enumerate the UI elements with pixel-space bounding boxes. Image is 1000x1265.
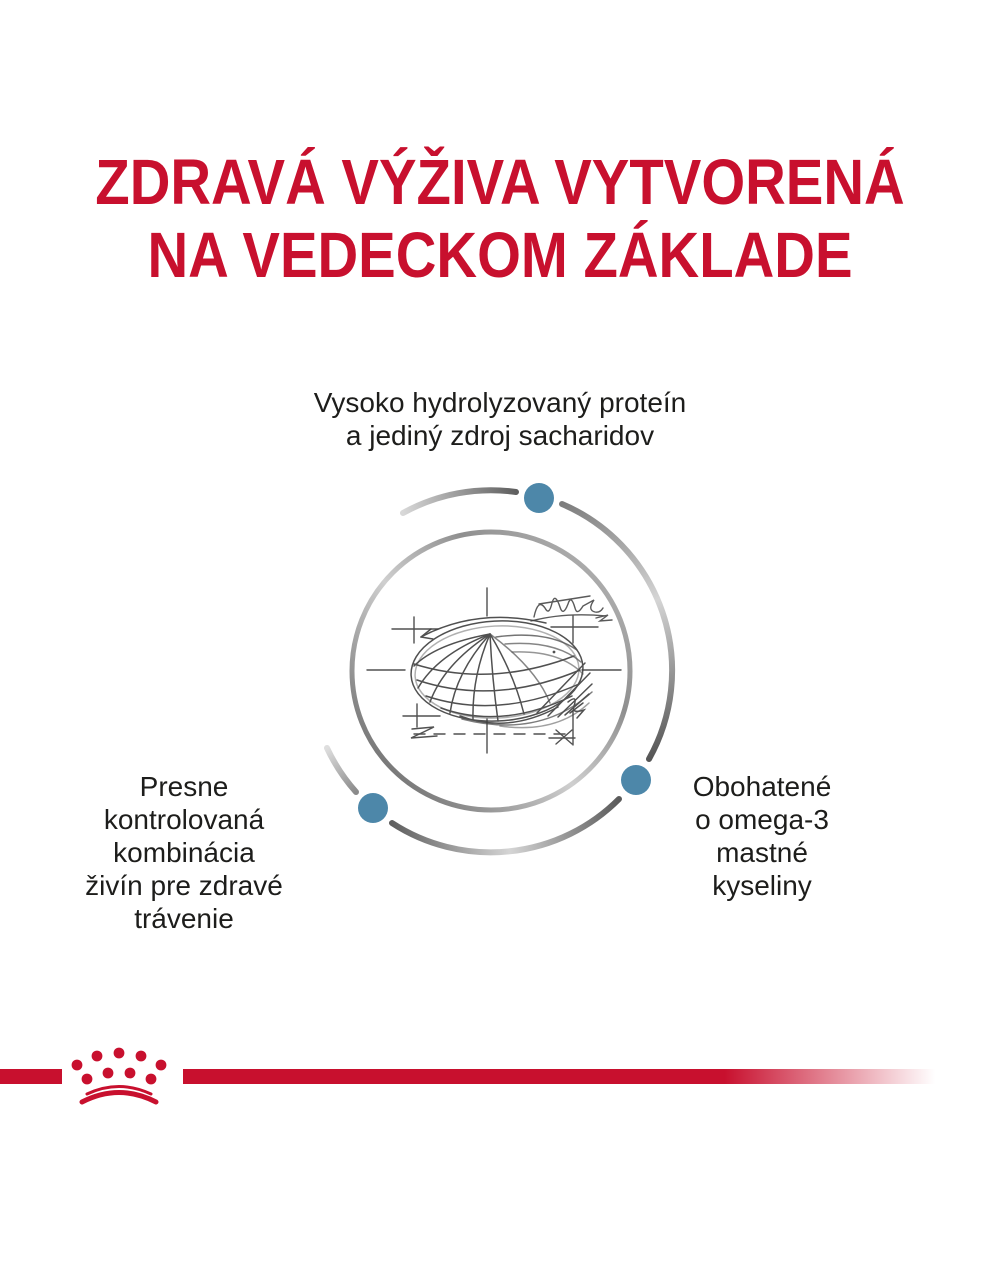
feature-omega-line-3: mastné — [716, 837, 808, 868]
feature-dot-protein — [524, 483, 554, 513]
inner-ring — [352, 532, 630, 810]
kibble-sketch — [409, 617, 592, 728]
brand-bar — [0, 1069, 935, 1084]
royal-canin-crown-logo — [72, 1048, 167, 1102]
outer-ring-segment-top-left — [403, 490, 516, 513]
feature-dot-omega — [621, 765, 651, 795]
feature-omega-line-1: Obohatené — [692, 771, 832, 802]
brand-bar-left — [0, 1069, 62, 1084]
feature-digestion-line-5: trávenie — [134, 903, 234, 934]
outer-ring-segment-left — [327, 748, 356, 792]
feature-protein-line-1: Vysoko hydrolyzovaný proteín — [313, 387, 687, 418]
feature-digestion-line-4: živín pre zdravé — [85, 870, 283, 901]
outer-ring-segment-right — [562, 504, 672, 759]
feature-digestion-line-2: kontrolovaná — [103, 804, 265, 835]
signature-scribble — [531, 596, 612, 621]
brand-bar-right — [183, 1069, 935, 1084]
feature-omega-line-2: o omega-3 — [695, 804, 829, 835]
headline-line-2: NA VEDECKOM ZÁKLADE — [147, 219, 853, 291]
headline-line-1: ZDRAVÁ VÝŽIVA VYTVORENÁ — [95, 146, 905, 218]
dimension-marks — [367, 588, 621, 753]
feature-digestion-line-3: kombinácia — [113, 837, 255, 868]
feature-protein-line-2: a jediný zdroj sacharidov — [345, 420, 655, 451]
feature-omega-line-4: kyseliny — [712, 870, 812, 901]
feature-dot-digestion — [358, 793, 388, 823]
feature-digestion-line-1: Presne — [139, 771, 229, 802]
